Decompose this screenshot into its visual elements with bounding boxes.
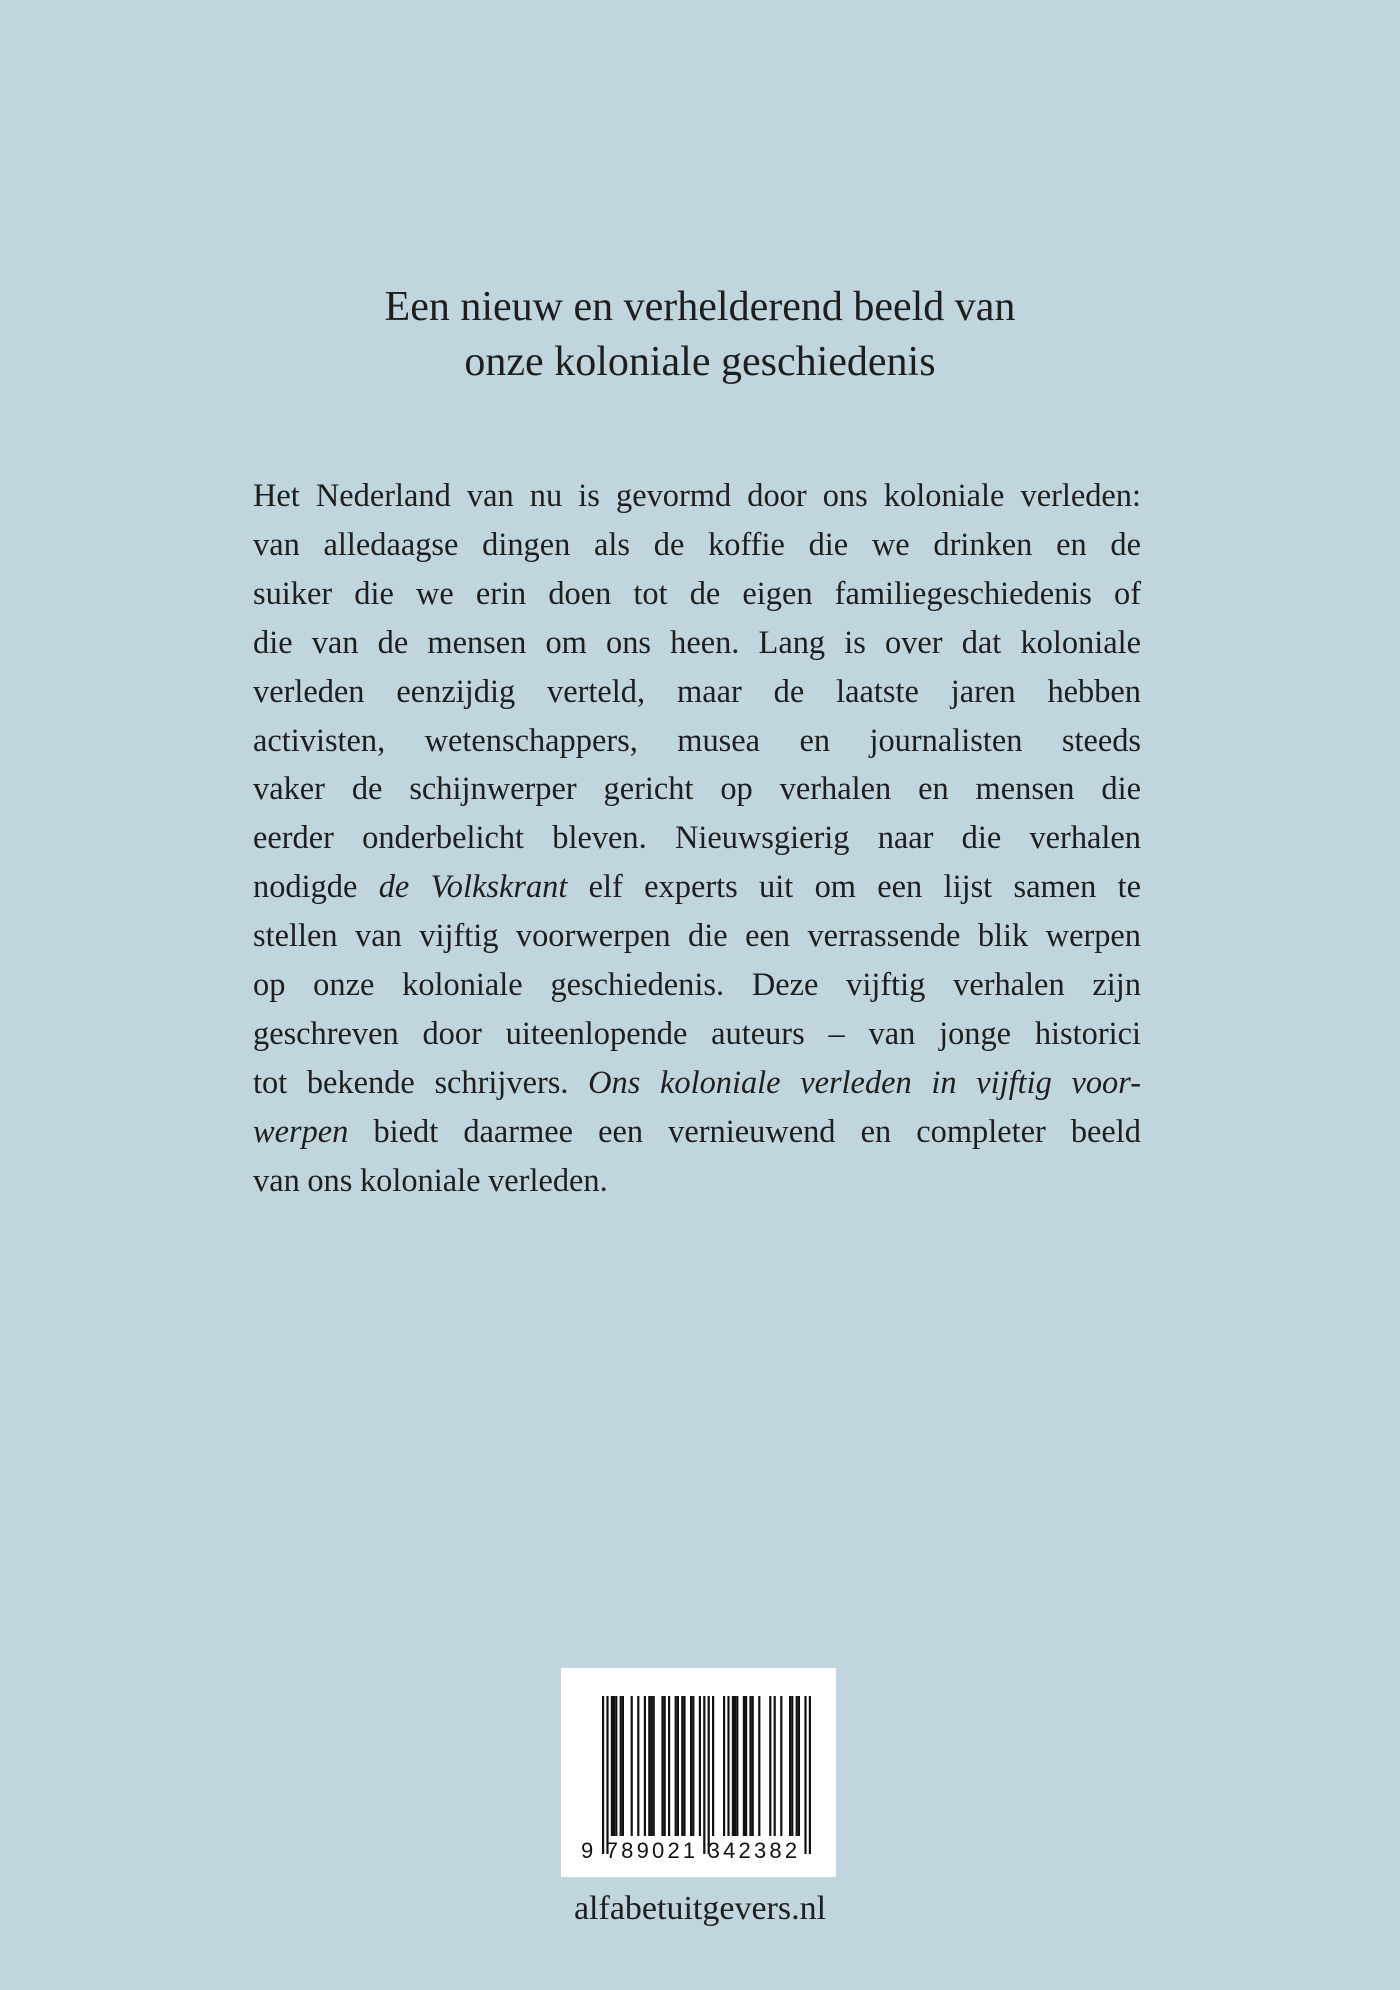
blurb-italic-title: werpen (253, 1113, 349, 1150)
blurb-text: vaker de schijnwerper gericht op verhalen en mensen die (253, 771, 1141, 808)
barcode-bar (758, 1696, 760, 1836)
barcode-bar (749, 1696, 751, 1836)
cover-subtitle (200, 280, 1200, 390)
barcode-bar (620, 1696, 622, 1836)
barcode-bar (668, 1696, 670, 1836)
barcode-bar (681, 1696, 683, 1836)
barcode-bar (809, 1696, 811, 1854)
blurb-line (253, 668, 1141, 717)
barcode-bar (650, 1696, 652, 1836)
barcode-bar (661, 1696, 663, 1836)
barcode-bar (732, 1696, 734, 1836)
barcode-bar (712, 1696, 714, 1836)
barcode-bar (611, 1696, 613, 1836)
blurb-text: stellen van vijftig voorwerpen die een verrassende blik werpen (253, 918, 1141, 955)
barcode-bar (727, 1696, 729, 1836)
barcode-bar (743, 1696, 745, 1836)
barcode-bar (622, 1696, 624, 1836)
barcode-bar (683, 1696, 685, 1836)
barcode-bar (648, 1696, 650, 1836)
barcode-bar (664, 1696, 666, 1836)
blurb-line (253, 521, 1141, 570)
blurb-text: elf experts uit om een lijst samen te (567, 869, 1141, 906)
barcode-bar (723, 1696, 725, 1836)
blurb-text: verleden eenzijdig verteld, maar de laatste jaren hebben (253, 673, 1141, 710)
isbn-barcode (561, 1668, 836, 1877)
barcode-bar (791, 1696, 793, 1836)
blurb-text: suiker die we erin doen tot de eigen familiegeschiedenis of (253, 575, 1141, 612)
barcode-bar (752, 1696, 754, 1836)
blurb-text: op onze koloniale geschiedenis. Deze vijftig verhalen zijn (253, 967, 1141, 1004)
barcode-bar (675, 1696, 677, 1836)
barcode-bar (789, 1696, 791, 1836)
blurb-line (253, 570, 1141, 619)
barcode-bar (796, 1696, 798, 1836)
barcode-bar (690, 1696, 692, 1836)
blurb-text: biedt daarmee een vernieuwend en completer beeld (348, 1113, 1141, 1150)
isbn-number: 9 789021 342382 (581, 1838, 801, 1863)
blurb-line (253, 863, 1141, 912)
blurb-text: van ons koloniale verleden. (253, 1162, 608, 1199)
barcode-bar (653, 1696, 655, 1836)
barcode-bar (774, 1696, 776, 1836)
blurb-text: van alledaagse dingen als de koffie die we drinken en de (253, 526, 1141, 563)
blurb-line (253, 1059, 1141, 1108)
barcode-bar (602, 1696, 604, 1854)
blurb-line (253, 1108, 1141, 1157)
blurb-text: activisten, wetenschappers, musea en journalisten steeds (253, 722, 1141, 759)
barcode-bar (644, 1696, 646, 1836)
barcode-bar (699, 1696, 701, 1836)
blurb-text: geschreven door uiteenlopende auteurs – van jonge historici (253, 1015, 1141, 1052)
blurb-line (253, 619, 1141, 668)
blurb-line (253, 472, 1141, 521)
barcode-bar (798, 1696, 800, 1836)
barcode-bar (736, 1696, 738, 1836)
blurb-line (253, 1157, 1141, 1206)
blurb-italic-title: de Volkskrant (378, 869, 568, 906)
cover-blurb (253, 472, 1141, 1206)
barcode-bar (692, 1696, 694, 1836)
barcode-bar (769, 1696, 771, 1836)
barcode-bar (631, 1696, 633, 1836)
blurb-line (253, 765, 1141, 814)
barcode-bar (637, 1696, 639, 1836)
blurb-line (253, 1010, 1141, 1059)
blurb-text: nodigde (253, 869, 379, 906)
barcode-bar (703, 1696, 705, 1854)
blurb-text: Het Nederland van nu is gevormd door ons koloniale verleden: (253, 478, 1141, 514)
barcode-bar (606, 1696, 608, 1854)
blurb-text: eerder onderbelicht bleven. Nieuwsgierig naar die verhalen (253, 820, 1141, 857)
blurb-text: die van de mensen om ons heen. Lang is over dat koloniale (253, 624, 1141, 661)
barcode-bar (615, 1696, 617, 1836)
blurb-italic-title: Ons koloniale verleden in vijftig voor- (588, 1064, 1141, 1101)
subtitle-line-2: onze koloniale geschiedenis (464, 339, 936, 385)
barcode-bar (734, 1696, 736, 1836)
publisher-url: alfabetuitgevers.nl (573, 1890, 827, 1927)
blurb-line (253, 717, 1141, 766)
blurb-line (253, 961, 1141, 1010)
barcode-bar (613, 1696, 615, 1836)
blurb-line (253, 814, 1141, 863)
blurb-line (253, 912, 1141, 961)
barcode-bar (708, 1696, 710, 1854)
barcode-bar (745, 1696, 747, 1836)
blurb-text: tot bekende schrijvers. (253, 1064, 589, 1101)
barcode-bar (804, 1696, 806, 1854)
barcode-bar (780, 1696, 782, 1836)
subtitle-line-1: Een nieuw en verhelderend beeld van (384, 284, 1016, 330)
barcode-bar (677, 1696, 679, 1836)
